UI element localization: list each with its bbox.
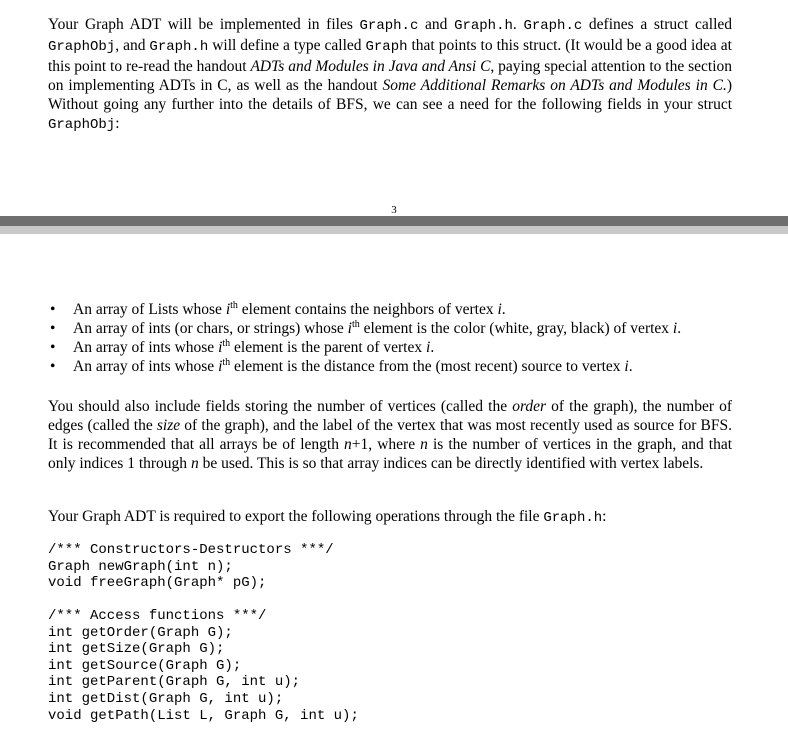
text-run: An array of ints whose [73, 339, 219, 356]
code-line: Graph newGraph(int n); [48, 558, 233, 575]
code-line: void getPath(List L, Graph G, int u); [48, 707, 359, 724]
italic-text: i [225, 301, 231, 318]
italic-text: n [344, 436, 352, 453]
text-run: of the graph), the number of edges (called the [48, 398, 732, 434]
text-run: You should also include fields storing the number of vertices (called the [48, 398, 513, 415]
text-run: element is the color (white, gray, black) of vertex [359, 320, 673, 337]
list-item [48, 300, 748, 319]
export-paragraph [48, 507, 732, 528]
superscript: th [351, 319, 360, 330]
code-line: void freeGraph(Graph* pG); [48, 575, 267, 592]
list-item [48, 338, 748, 357]
text-run: . [430, 339, 435, 356]
text-run: element contains the neighbors of vertex [237, 301, 498, 318]
code-line: /*** Access functions ***/ [48, 608, 267, 624]
superscript: th [230, 300, 238, 311]
text-run: : [602, 508, 607, 525]
list-item [48, 357, 748, 376]
text-run: will define a type called [208, 37, 366, 54]
italic-text: i [218, 358, 223, 375]
inline-code: Graph.h [149, 39, 209, 55]
inline-code: Graph.c [359, 18, 419, 34]
italic-text: n [420, 436, 428, 453]
fields-paragraph [48, 397, 732, 473]
bullet-icon: • [50, 320, 56, 337]
inline-code: Graph.h [454, 18, 513, 34]
text-run: . [501, 301, 506, 318]
italic-text: i [624, 358, 629, 375]
italic-text: ADTs and Modules in Java and Ansi C [250, 58, 491, 75]
code-line: int getSource(Graph G); [48, 657, 242, 674]
text-run: , and [115, 37, 150, 54]
list-item [48, 319, 748, 338]
page-number: 3 [391, 204, 397, 216]
italic-text: i [347, 320, 352, 337]
code-line: int getDist(Graph G, int u); [48, 690, 284, 707]
inline-code: Graph.c [523, 18, 583, 34]
italic-text: n [190, 455, 199, 472]
text-run: element is the parent of vertex [230, 339, 426, 356]
text-run: +1, where [351, 436, 421, 453]
text-run: element is the distance from the (most recent) source to vertex [230, 358, 625, 375]
italic-text: i [218, 339, 223, 356]
italic-text: Some Additional Remarks on ADTs and Modules in C. [382, 77, 727, 94]
text-run: . [512, 16, 524, 33]
text-run: : [115, 115, 120, 132]
text-run: defines a struct called [582, 16, 733, 33]
code-line: int getOrder(Graph G); [48, 624, 233, 641]
inline-code: GraphObj [48, 117, 116, 133]
bullet-icon: • [50, 301, 56, 318]
code-line: /*** Constructors-Destructors ***/ [48, 542, 334, 558]
page-separator [0, 216, 788, 234]
text-run: be used. This is so that array indices can be directly identified with vertex labels. [198, 455, 704, 472]
inline-code: Graph.h [543, 510, 603, 526]
text-run: and [418, 16, 455, 33]
italic-text: i [672, 320, 678, 337]
inline-code: Graph [365, 39, 408, 55]
superscript: th [222, 338, 231, 349]
text-run: An array of Lists whose [73, 301, 226, 318]
code-line: int getParent(Graph G, int u); [48, 674, 301, 691]
superscript: th [222, 357, 231, 368]
bullet-icon: • [50, 358, 56, 375]
italic-text: i [497, 301, 502, 318]
inline-code: GraphObj [48, 39, 116, 55]
text-run: Your Graph ADT is required to export the following operations through the file [48, 508, 544, 525]
text-run: An array of ints (or chars, or strings) whose [73, 320, 348, 337]
code-line: int getSize(Graph G); [48, 641, 225, 658]
italic-text: size [156, 417, 181, 434]
text-run: An array of ints whose [73, 358, 219, 375]
code-block-constructors [48, 542, 334, 592]
text-run: . [628, 358, 633, 375]
text-run: that points to this struct. (It would be a good idea at this point to re-read the handout [48, 37, 732, 75]
text-run: Your Graph ADT will be implemented in files [48, 16, 360, 33]
text-run: , paying special attention to the section on implementing ADTs in C, as well as the handout [48, 58, 733, 94]
intro-paragraph [48, 15, 732, 135]
bullet-icon: • [50, 339, 56, 356]
text-run: of the graph), and the label of the vertex that was most recently used as source for BFS. It is recommended that all arrays be of length [48, 417, 732, 453]
italic-text: order [512, 398, 547, 415]
text-run: is the number of vertices in the graph, and that only indices 1 through [48, 436, 733, 472]
text-run: . [677, 320, 682, 337]
field-list [48, 300, 748, 376]
code-block-access-functions [48, 608, 359, 724]
text-run: ) Without going any further into the details of BFS, we can see a need for the following fields in your struct [48, 77, 733, 113]
italic-text: i [426, 339, 431, 356]
